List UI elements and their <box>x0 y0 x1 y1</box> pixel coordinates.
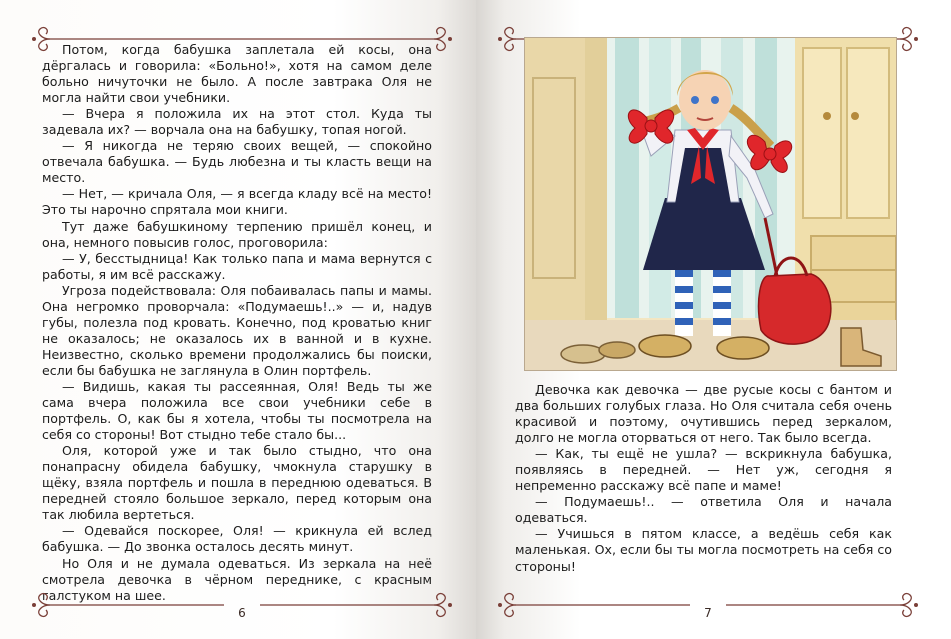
right-page-text <box>515 382 892 575</box>
paragraph: — Я никогда не теряю своих вещей, — спокойно отвечала бабушка. — Будь любезна и ты класть вещи на место. <box>42 138 432 186</box>
page-number: 6 <box>238 606 246 620</box>
paragraph: Тут даже бабушкиному терпению пришёл конец, и она, немного повысив голос, проговорила: <box>42 218 432 250</box>
paragraph: — Учишься в пятом классе, а ведёшь себя как маленькая. Ох, если бы ты могла посмотреть на себя со стороны! <box>515 526 892 574</box>
paragraph: — Как, ты ещё не ушла? — вскрикнула бабушка, появляясь в передней. — Нет уж, сегодня я непременно расскажу всё папе и маме! <box>515 446 892 494</box>
paragraph: Угроза подействовала: Оля побаивалась папы и мамы. Она негромко проворчала: «Подумаешь!..» — и, надув губы, полезла под кровать. Конечно, под кроватью книг не оказалось; не оказалось их в ванной и в кухне. Неизвестно, сколько времени продолжались бы поиски, если бы бабушка не заглянула в Олин портфель. <box>42 282 432 378</box>
paragraph: Девочка как девочка — две русые косы с бантом и два больших голубых глаза. Но Оля считала себя очень красивой и поэтому, очутившись перед зеркалом, долго не могла оторваться от него. Так было всегда. <box>515 382 892 446</box>
paragraph: — У, бесстыдница! Как только папа и мама вернутся с работы, я им всё расскажу. <box>42 250 432 282</box>
paragraph: — Видишь, какая ты рассеянная, Оля! Ведь ты же сама вчера положила все свои учебники себе в портфель. О, как бы я хотела, чтобы ты посмотрела на себя со стороны! Вот стыдно тебе стало бы... <box>42 378 432 443</box>
paragraph: — Вчера я положила их на этот стол. Куда ты задевала их? — ворчала она на бабушку, топая ногой. <box>42 106 432 138</box>
illustration-girl-at-mirror <box>524 37 897 371</box>
page-number: 7 <box>704 606 712 620</box>
paragraph: Но Оля и не думала одеваться. Из зеркала на неё смотрела девочка в чёрном переднике, с красным галстуком на шее. <box>42 555 432 603</box>
paragraph: Оля, которой уже и так было стыдно, что она понапрасну обидела бабушку, чмокнула старушку в щёку, взяла портфель и пошла в переднюю одеваться. В передней стояло большое зеркало, перед которым она так любила вертеться. <box>42 443 432 523</box>
left-page-text <box>42 42 432 604</box>
paragraph: Потом, когда бабушка заплетала ей косы, она дёргалась и говорила: «Больно!», хотя на самом деле больно ничуточки не было. А после завтрака Оля не могла найти свои учебники. <box>42 42 432 106</box>
girl-with-bows-picture <box>525 38 896 370</box>
paragraph: — Нет, — кричала Оля, — я всегда кладу всё на место! Это ты нарочно спрятала мои книги. <box>42 186 432 218</box>
paragraph: — Одевайся поскорее, Оля! — крикнула ей вслед бабушка. — До звонка осталось десять минут. <box>42 523 432 555</box>
paragraph: — Подумаешь!.. — ответила Оля и начала одеваться. <box>515 494 892 526</box>
